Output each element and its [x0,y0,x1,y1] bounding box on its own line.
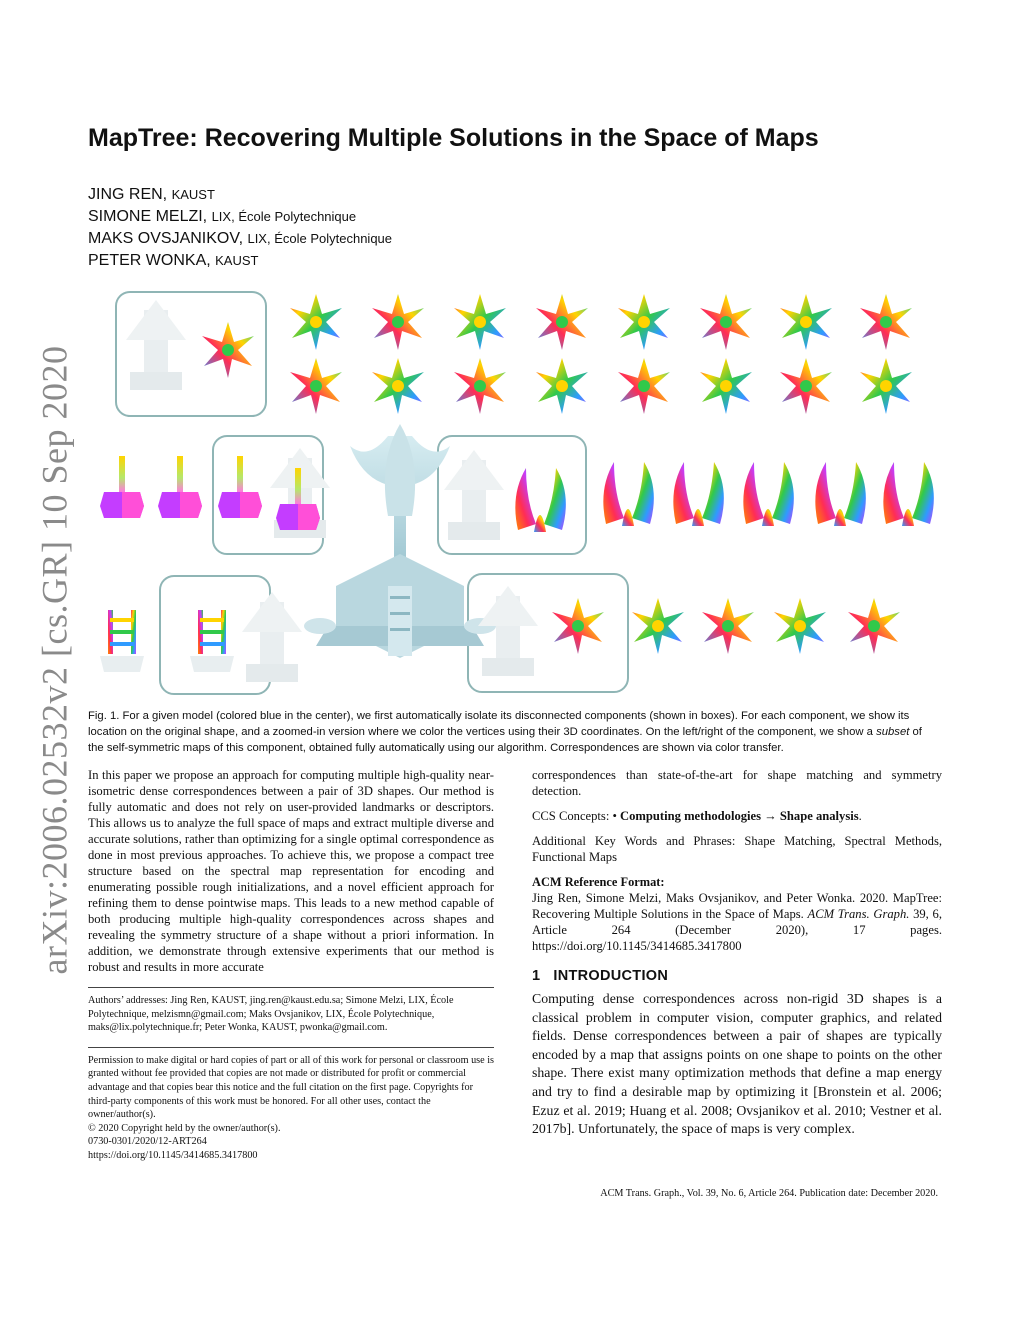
section-number: 1 [532,968,541,984]
section-heading [532,968,942,984]
arxiv-stamp [24,345,84,975]
author-name: PETER WONKA, [88,252,211,269]
figure-illustration [88,286,948,700]
author-2 [88,206,392,228]
authors-addresses: Authors’ addresses: Jing Ren, KAUST, jing.ren@kaust.edu.sa; Simone Melzi, LIX, École Polytechnique, melzismn@gmail.com; Maks Ovsjanikov, LIX, École Polytechnique, maks@lix.polytechnique.fr; Peter Wonka, KAUST, pwonka@gmail.com. [88,995,454,1034]
ccs-label: CCS Concepts: • [532,809,621,823]
author-4 [88,250,392,272]
caption-emphasis: subset [876,726,910,738]
permission-text: Permission to make digital or hard copies of part or all of this work for personal or classroom use is granted without fee provided that copies are not made or distributed for profit or commercial advantage and that copies bear this notice and the full citation on the first page. Copyrights for third-party components of this work must be honored. For all other uses, contact the owner/author(s). [88,1054,494,1121]
right-column [532,767,942,1139]
teaser-figure [88,286,948,700]
author-name: MAKS OVSJANIKOV, [88,230,244,247]
caption-text: Fig. 1. For a given model (colored blue in the center), we first automatically isolate its disconnected components (shown in boxes). For each component, we show its location on the original shape, and a zoomed-in version where we color the vertices using their 3D coordinates. On the left/right of the component, we show a [88,710,910,738]
introduction-text: Computing dense correspondences across non-rigid 3D shapes is a classical problem in computer vision, computer graphics, and related fields. Dense correspondences between a pair of shapes are typically encoded by a map that assigns points on one shape to points on the other shape. There exist many optimization methods that define a map energy and try to find a desirable map by optimizing it [Bronstein et al. 2006; Ezuz et al. 2019; Huang et al. 2008; Ovsjanikov et al. 2010; Vestner et al. 2017b]. Unfortunately, the space of maps is very complex. [532,991,942,1137]
left-column [88,767,494,1163]
author-affiliation: KAUST [215,253,259,268]
section-title: INTRODUCTION [553,968,669,984]
acm-reference [532,890,942,954]
author-name: SIMONE MELZI, [88,208,208,225]
caption-text-end: of the self-symmetric maps of this component, obtained fully automatically using our algorithm. Correspondences are shown via color transfer. [88,726,922,754]
author-affiliation: LIX, École Polytechnique [211,209,357,224]
keywords: Additional Key Words and Phrases: Shape Matching, Spectral Methods, Functional Maps [532,834,942,864]
acm-ref-journal: ACM Trans. Graph. [807,907,910,921]
ccs-concepts [532,808,942,824]
paper-title: MapTree: Recovering Multiple Solutions in the Space of Maps [88,124,819,152]
author-1 [88,184,392,206]
footnote-divider [88,987,494,988]
author-list [88,184,392,272]
acm-reference-heading: ACM Reference Format: [532,875,665,889]
issn-line: 0730-0301/2020/12-ART264 [88,1136,207,1148]
abstract: In this paper we propose an approach for computing multiple high-quality near-isometric dense correspondences between a pair of 3D shapes. Our method is fully automatic and does not rely on user-provided landmarks or descriptors. This allows us to analyze the full space of maps and extract multiple diverse and accurate solutions, rather than optimizing for a single optimal correspondence as done in most previous approaches. To achieve this, we propose a compact tree structure based on the spectral map representation for encoding and enumerating possible rough initializations, and a novel efficient approach for refining them to dense pointwise maps. This leads to a new method capable of both producing multiple high-quality correspondences across shapes and revealing the symmetry structure of a shape without a priori information. In addition, we demonstrate through extensive experiments that our method is robust and results in more accurate [88,768,495,974]
arxiv-id: arXiv:2006.02532v2 [cs.GR] 10 Sep 2020 [34,345,75,975]
figure-caption [88,708,940,756]
ccs-end: . [858,809,862,823]
ccs-concept: Computing methodologies → Shape analysis [620,809,859,823]
doi-link[interactable]: https://doi.org/10.1145/3414685.3417800 [88,1149,258,1161]
author-affiliation: LIX, École Polytechnique [247,231,393,246]
acm-ref-details: 39, 6, Article 264 (December 2020), 17 pages. https://doi.org/10.1145/3414685.3417800 [532,907,942,953]
permission-block [88,1054,494,1163]
abstract-continued: correspondences than state-of-the-art for shape matching and symmetry detection. [532,768,942,798]
copyright-line: © 2020 Copyright held by the owner/author(s). [88,1122,281,1134]
permission-divider [88,1047,494,1048]
author-3 [88,228,392,250]
acm-ref-text: Jing Ren, Simone Melzi, Maks Ovsjanikov, and Peter Wonka. 2020. MapTree: Recovering Multiple Solutions in the Space of Maps. [532,891,942,921]
author-affiliation: KAUST [171,187,215,202]
author-name: JING REN, [88,186,168,203]
page-footer: ACM Trans. Graph., Vol. 39, No. 6, Article 264. Publication date: December 2020. [600,1188,938,1199]
